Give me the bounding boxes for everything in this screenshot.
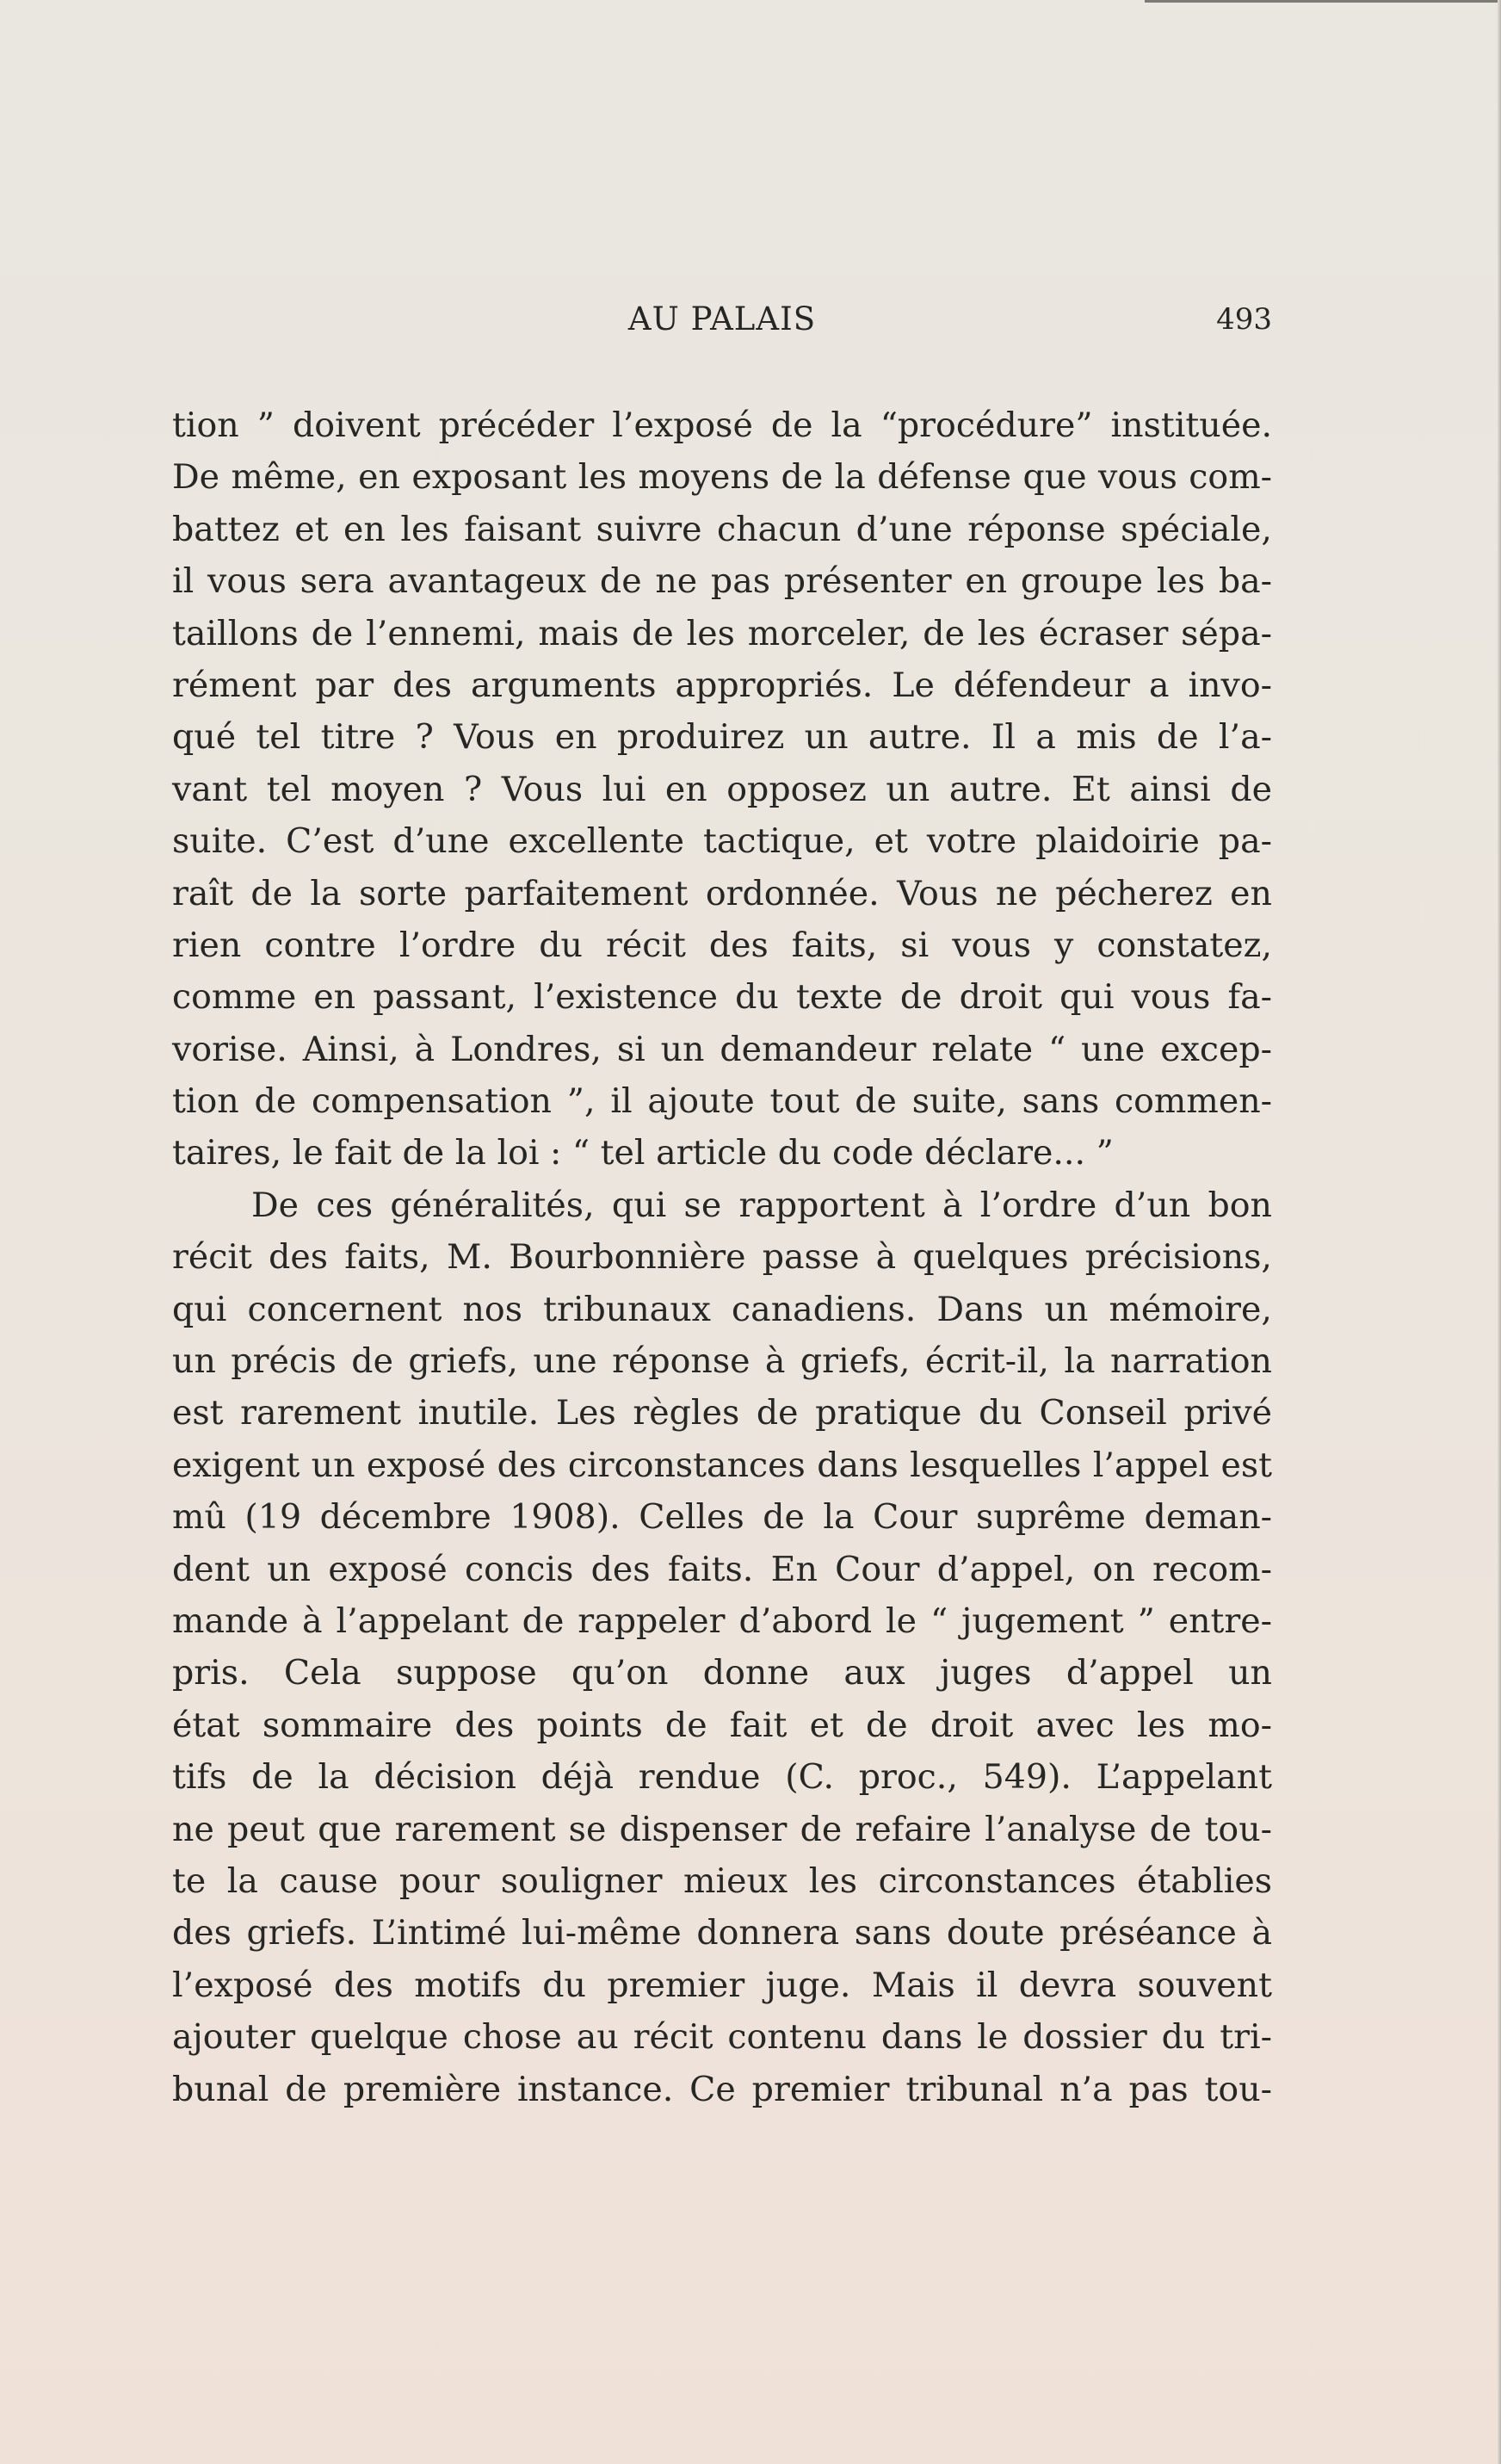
text-line: vorise. Ainsi, à Londres, si un demandeur relate “ une excep-: [172, 1029, 1272, 1069]
text-line: comme en passant, l’existence du texte de droit qui vous fa-: [172, 977, 1272, 1018]
text-line: tifs de la décision déjà rendue (C. proc., 549). L’appelant: [172, 1757, 1272, 1798]
text-line: rément par des arguments appropriés. Le défendeur a invo-: [172, 665, 1272, 705]
text-line: dent un exposé concis des faits. En Cour d’appel, on recom-: [172, 1549, 1272, 1589]
text-line: pris. Cela suppose qu’on donne aux juges d’appel un: [172, 1653, 1272, 1693]
page-right-edge: [1498, 0, 1501, 2464]
text-line: tion ” doivent précéder l’exposé de la “procédure” instituée.: [172, 406, 1272, 445]
text-line: est rarement inutile. Les règles de pratique du Conseil privé: [172, 1393, 1272, 1433]
text-line: te la cause pour souligner mieux les circonstances établies: [172, 1860, 1272, 1901]
top-edge-rule: [1145, 0, 1501, 3]
body-text: [172, 399, 1272, 2115]
running-head: AU PALAIS: [627, 300, 817, 337]
text-line: bunal de première instance. Ce premier tribunal n’a pas tou-: [172, 2069, 1272, 2109]
page-header: [172, 294, 1272, 345]
text-line: De même, en exposant les moyens de la défense que vous com-: [172, 457, 1272, 498]
text-line: qui concernent nos tribunaux canadiens. Dans un mémoire,: [172, 1289, 1272, 1329]
paragraph-start-line: De ces généralités, qui se rapportent à l’ordre d’un bon: [251, 1185, 1272, 1225]
text-line: un précis de griefs, une réponse à griefs, écrit-il, la narration: [172, 1341, 1272, 1382]
text-line: vant tel moyen ? Vous lui en opposez un autre. Et ainsi de: [172, 769, 1272, 809]
text-line: tion de compensation ”, il ajoute tout de suite, sans commen-: [172, 1081, 1272, 1122]
page-number: 493: [1216, 302, 1272, 337]
text-line: suite. C’est d’une excellente tactique, et votre plaidoirie pa-: [172, 821, 1272, 862]
text-line: récit des faits, M. Bourbonnière passe à quelques précisions,: [172, 1237, 1272, 1278]
text-line: exigent un exposé des circonstances dans lesquelles l’appel est: [172, 1445, 1272, 1485]
text-line: ne peut que rarement se dispenser de refaire l’analyse de tou-: [172, 1809, 1272, 1849]
text-line: battez et en les faisant suivre chacun d’une réponse spéciale,: [172, 509, 1272, 549]
text-line: état sommaire des points de fait et de droit avec les mo-: [172, 1705, 1272, 1745]
text-line: raît de la sorte parfaitement ordonnée. Vous ne pécherez en: [172, 873, 1272, 913]
text-line: mande à l’appelant de rappeler d’abord le “ jugement ” entre-: [172, 1600, 1272, 1641]
text-line: taillons de l’ennemi, mais de les morceler, de les écraser sépa-: [172, 613, 1272, 653]
text-line: rien contre l’ordre du récit des faits, si vous y constatez,: [172, 925, 1272, 965]
text-line: il vous sera avantageux de ne pas présenter en groupe les ba-: [172, 561, 1272, 602]
text-line: des griefs. L’intimé lui-même donnera sans doute préséance à: [172, 1913, 1272, 1953]
text-line: qué tel titre ? Vous en produirez un autre. Il a mis de l’a-: [172, 717, 1272, 758]
paragraph-end-line: taires, le fait de la loi : “ tel article du code déclare... ”: [172, 1133, 1114, 1173]
text-line: l’exposé des motifs du premier juge. Mais il devra souvent: [172, 1965, 1272, 2005]
text-line: mû (19 décembre 1908). Celles de la Cour suprême deman-: [172, 1497, 1272, 1538]
text-line: ajouter quelque chose au récit contenu dans le dossier du tri-: [172, 2017, 1272, 2058]
